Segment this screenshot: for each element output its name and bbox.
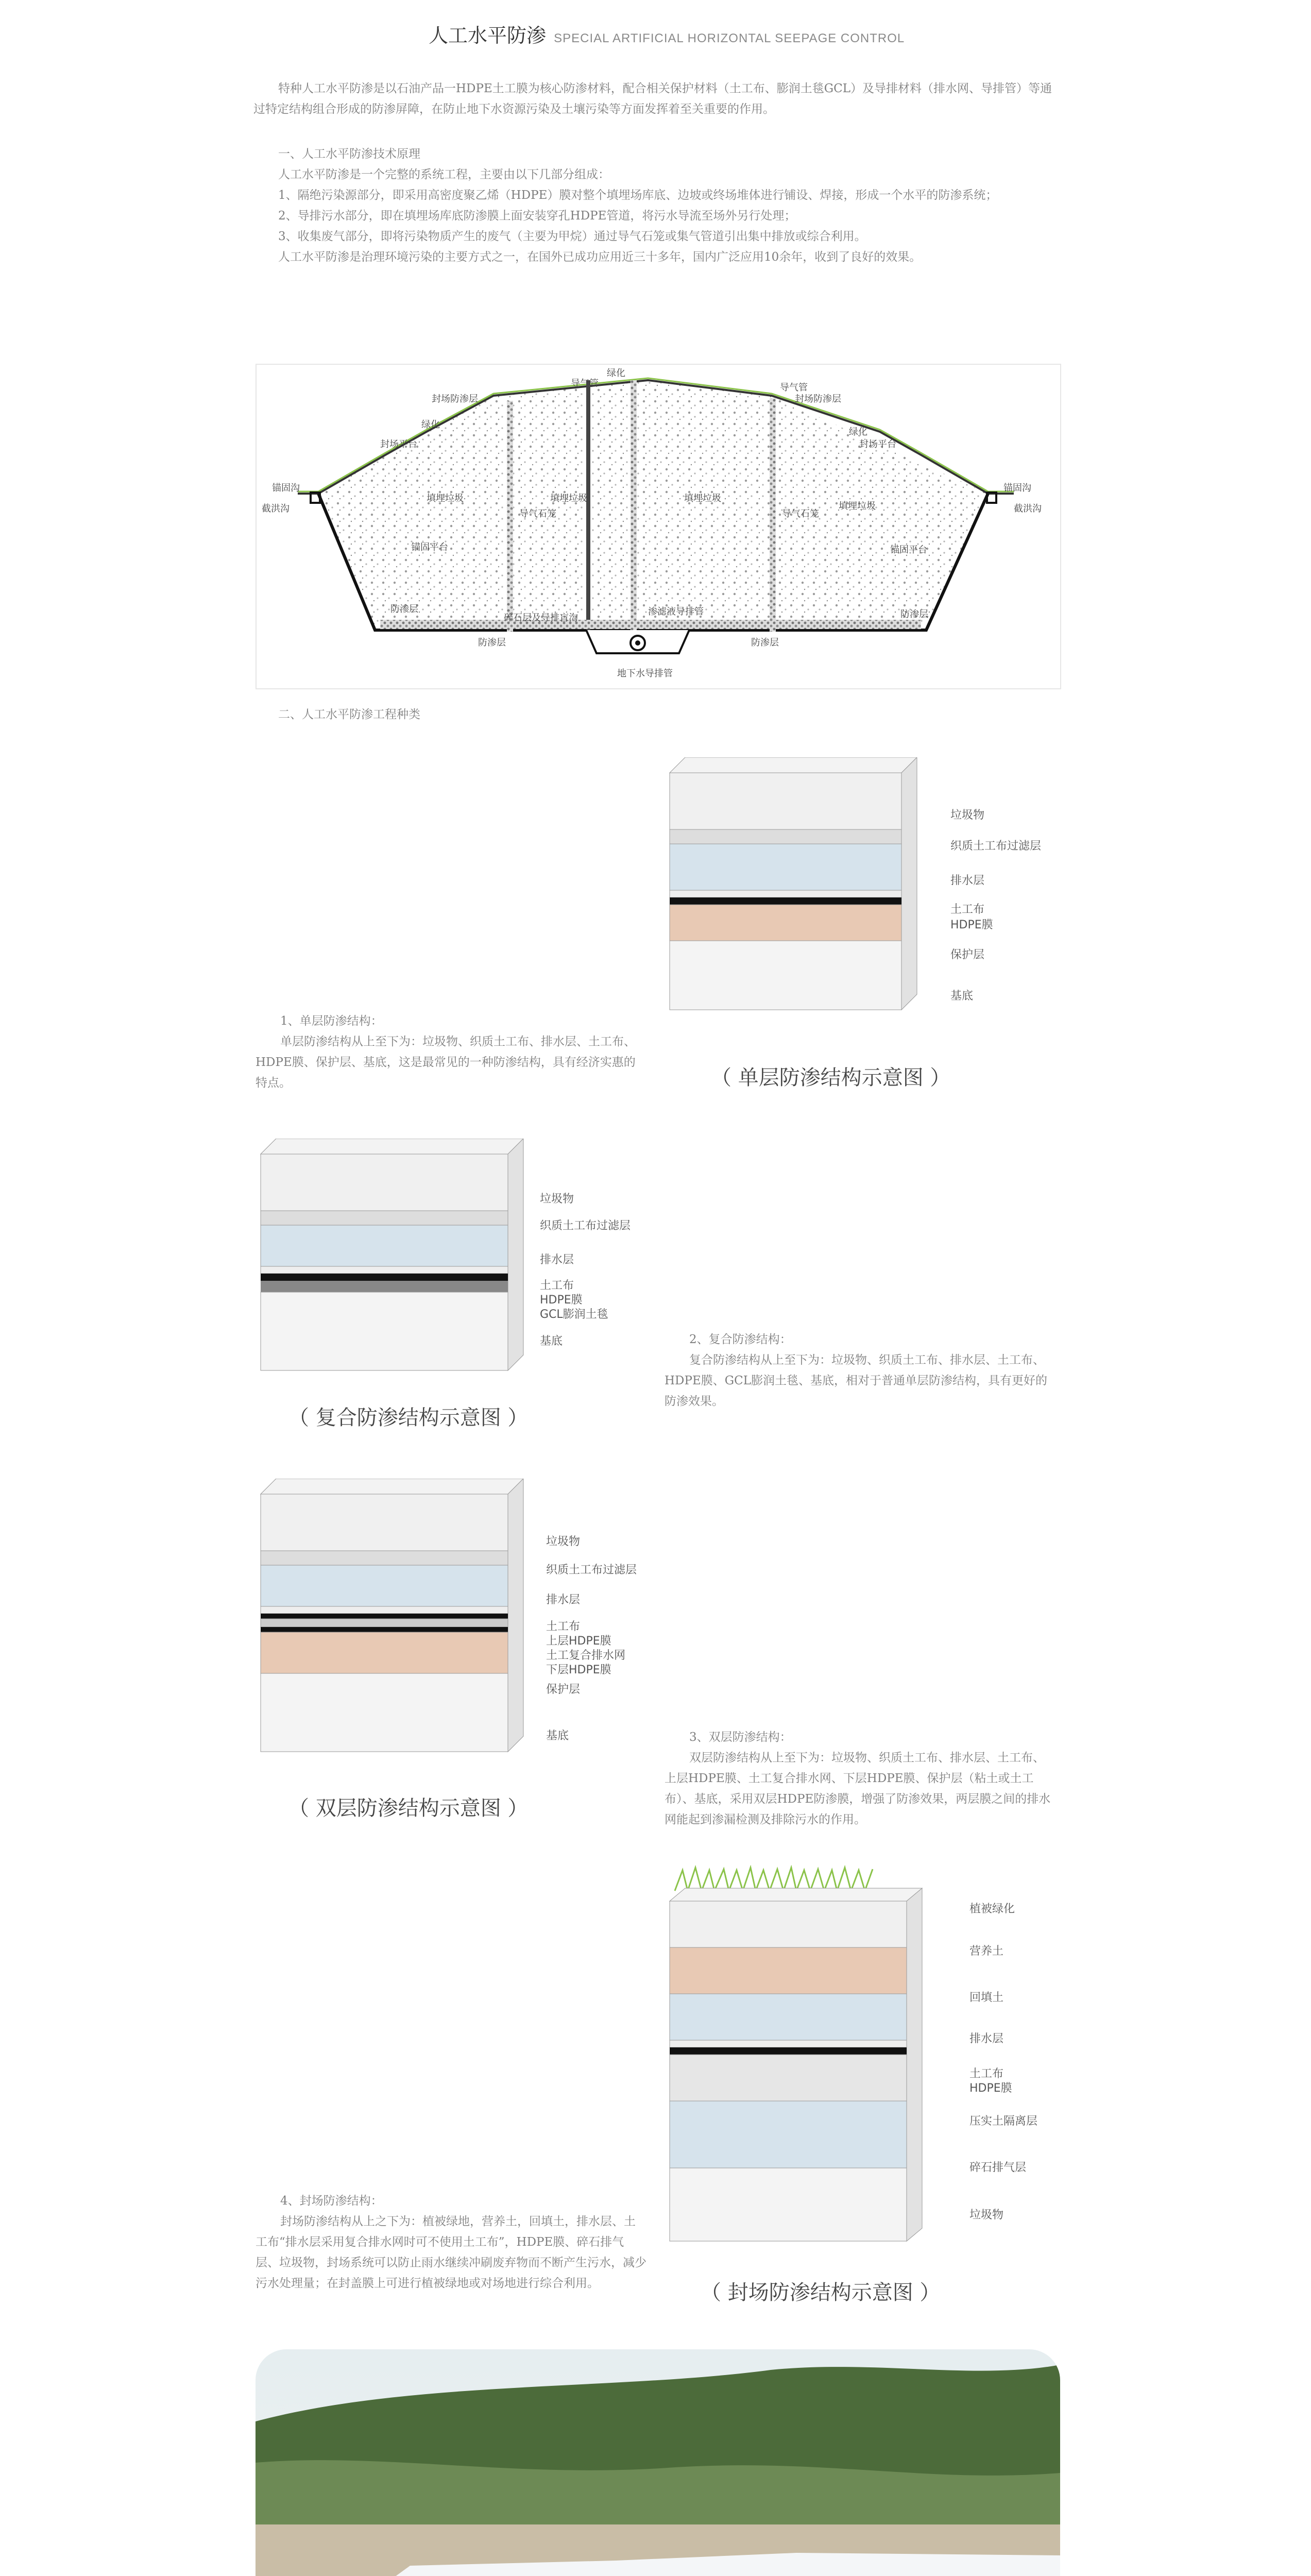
svg-text:填埋垃圾: 填埋垃圾 (684, 493, 721, 504)
composite-layer-4: 土工布 (540, 1279, 574, 1292)
single-caption: （ 单层防渗结构示意图 ） (711, 1066, 951, 1090)
closure-text: 封场防渗结构从上之下为：植被绿地，营养土，回填土，排水层、土工布“排水层采用复合排水网时可不使用土工布”，HDPE膜、碎石排气层、垃圾物，封场系统可以防止雨水继续冲刷废弃物而不断产生污水，减少污水处理量；在封盖膜上可进行植被绿地或对场地进行综合利用。 (256, 2215, 646, 2290)
composite-layer-3: 排水层 (540, 1253, 574, 1266)
double-description (665, 1727, 1056, 1830)
single-layer-4: 土工布 (950, 903, 985, 916)
double-layer-7: 下层HDPE膜 (546, 1664, 611, 1676)
svg-text:导气管: 导气管 (780, 382, 808, 393)
composite-text: 复合防渗结构从上至下为：垃圾物、织质土工布、排水层、土工布、HDPE膜、GCL膨润土毯、基底，相对于普通单层防渗结构，具有更好的防渗效果。 (665, 1353, 1048, 1408)
svg-text:截洪沟: 截洪沟 (1014, 503, 1042, 514)
composite-layer-5: HDPE膜 (540, 1294, 583, 1307)
svg-text:绿化: 绿化 (607, 368, 625, 379)
svg-text:填埋垃圾: 填埋垃圾 (427, 493, 464, 504)
double-layer-3: 排水层 (546, 1594, 581, 1606)
svg-text:封场平台: 封场平台 (380, 439, 417, 450)
svg-text:防渗层: 防渗层 (751, 637, 779, 648)
double-layer-8: 保护层 (546, 1683, 581, 1696)
svg-text:锚固沟: 锚固沟 (1003, 483, 1031, 494)
single-layer-7: 基底 (950, 990, 974, 1003)
double-heading: 3、双层防渗结构： (689, 1731, 792, 1744)
closure-layer-2: 营养土 (969, 1945, 1004, 1958)
svg-text:地下水导排管: 地下水导排管 (617, 668, 673, 679)
closure-caption: （ 封场防渗结构示意图 ） (701, 2281, 941, 2304)
principle-item-1: 1、隔绝污染源部分，即采用高密度聚乙烯（HDPE）膜对整个填埋场库底、边坡或终场堆体进行铺设、焊接，形成一个水平的防渗系统； (278, 189, 998, 202)
composite-caption: （ 复合防渗结构示意图 ） (288, 1406, 529, 1430)
closure-heading: 4、封场防渗结构： (280, 2194, 383, 2208)
svg-text:防渗层: 防渗层 (900, 609, 928, 620)
single-layer-1: 垃圾物 (950, 809, 985, 822)
section-principle (278, 144, 1061, 267)
principle-closing: 人工水平防渗是治理环境污染的主要方式之一，在国外已成功应用近三十多年，国内广泛应用10余年，收到了良好的效果。 (278, 250, 922, 264)
svg-text:锚固平台: 锚固平台 (890, 545, 927, 555)
landfill-cross-section (256, 364, 1061, 689)
svg-text:碎石层及导排盲沟: 碎石层及导排盲沟 (504, 613, 578, 623)
double-layer-6: 土工复合排水网 (546, 1649, 626, 1662)
single-layer-5: HDPE膜 (950, 919, 993, 931)
svg-text:导气石笼: 导气石笼 (519, 509, 556, 519)
double-diagram (256, 1479, 534, 1769)
page-title: 人工水平防渗 (429, 24, 547, 47)
svg-text:锚固平台: 锚固平台 (411, 542, 448, 553)
svg-text:锚固沟: 锚固沟 (272, 483, 300, 494)
svg-text:绿化: 绿化 (849, 427, 867, 437)
single-layer-6: 保护层 (950, 948, 985, 961)
svg-text:防渗层: 防渗层 (390, 604, 418, 615)
single-description (256, 1011, 647, 1093)
single-heading: 1、单层防渗结构： (280, 1014, 383, 1028)
composite-layer-1: 垃圾物 (540, 1193, 574, 1206)
svg-text:防渗层: 防渗层 (478, 637, 506, 648)
section-heading: 一、人工水平防渗技术原理 (278, 147, 420, 161)
svg-text:渗滤液导排管: 渗滤液导排管 (648, 606, 704, 617)
landfill-photo (256, 2349, 1060, 2576)
double-caption: （ 双层防渗结构示意图 ） (288, 1797, 529, 1820)
svg-text:封场防渗层: 封场防渗层 (795, 394, 841, 404)
closure-layer-5: 土工布 (969, 2067, 1004, 2080)
principle-item-3: 3、收集废气部分，即将污染物质产生的废气（主要为甲烷）通过导气石笼或集气管道引出集中排放或综合利用。 (278, 230, 866, 243)
double-layer-1: 垃圾物 (546, 1535, 581, 1548)
svg-text:封场防渗层: 封场防渗层 (432, 394, 478, 404)
svg-text:填埋垃圾: 填埋垃圾 (550, 493, 587, 504)
closure-layer-1: 植被绿化 (969, 1903, 1015, 1916)
svg-text:导气管: 导气管 (571, 378, 599, 389)
closure-diagram (665, 1865, 953, 2259)
intro-paragraph: 特种人工水平防渗是以石油产品一HDPE土工膜为核心防渗材料，配合相关保护材料（土工布、膨润土毯GCL）及导排材料（排水网、导排管）等通过特定结构组合形成的防渗屏障，在防止地下水资源污染及土壤污染等方面发挥着至关重要的作用。 (253, 82, 1052, 116)
page-title-block (429, 20, 905, 48)
closure-layer-3: 回填土 (969, 1991, 1004, 2004)
double-text: 双层防渗结构从上至下为：垃圾物、织质土工布、排水层、土工布、上层HDPE膜、土工复合排水网、下层HDPE膜、保护层（粘土或土工布）、基底，采用双层HDPE防渗膜，增强了防渗效果，两层膜之间的排水网能起到渗漏检测及排除污水的作用。 (665, 1751, 1051, 1826)
svg-text:封场平台: 封场平台 (859, 439, 896, 450)
composite-layer-7: 基底 (540, 1335, 563, 1348)
double-layer-4: 土工布 (546, 1620, 581, 1633)
principle-item-2: 2、导排污水部分，即在填埋场库底防渗膜上面安装穿孔HDPE管道，将污水导流至场外另行处理； (278, 209, 796, 223)
composite-layer-6: GCL膨润土毯 (540, 1308, 608, 1321)
single-diagram (665, 757, 963, 1027)
double-layer-5: 上层HDPE膜 (546, 1635, 611, 1648)
single-layer-3: 排水层 (950, 874, 985, 887)
svg-text:截洪沟: 截洪沟 (262, 503, 290, 514)
composite-layer-2: 织质土工布过滤层 (540, 1219, 631, 1232)
closure-layer-8: 碎石排气层 (969, 2161, 1027, 2174)
principle-intro: 人工水平防渗是一个完整的系统工程，主要由以下几部分组成： (278, 168, 610, 181)
closure-layer-4: 排水层 (969, 2032, 1004, 2045)
single-layer-2: 织质土工布过滤层 (950, 840, 1042, 853)
section-2-heading: 二、人工水平防渗工程种类 (278, 708, 420, 721)
composite-diagram (256, 1139, 534, 1388)
svg-text:绿化: 绿化 (421, 419, 440, 430)
composite-heading: 2、复合防渗结构： (689, 1333, 792, 1346)
closure-description (256, 2191, 647, 2294)
closure-layer-7: 压实土隔离层 (969, 2115, 1038, 2128)
double-layer-9: 基底 (546, 1730, 569, 1742)
composite-description (665, 1329, 1056, 1412)
svg-text:导气石笼: 导气石笼 (782, 509, 819, 519)
single-text: 单层防渗结构从上至下为：垃圾物、织质土工布、排水层、土工布、HDPE膜、保护层、基底，这是最常见的一种防渗结构，具有经济实惠的特点。 (256, 1035, 636, 1090)
closure-layer-9: 垃圾物 (969, 2209, 1004, 2222)
page-subtitle: SPECIAL ARTIFICIAL HORIZONTAL SEEPAGE CONTROL (554, 31, 905, 45)
double-layer-2: 织质土工布过滤层 (546, 1564, 637, 1577)
svg-text:填埋垃圾: 填埋垃圾 (839, 501, 876, 512)
closure-layer-6: HDPE膜 (969, 2082, 1012, 2095)
